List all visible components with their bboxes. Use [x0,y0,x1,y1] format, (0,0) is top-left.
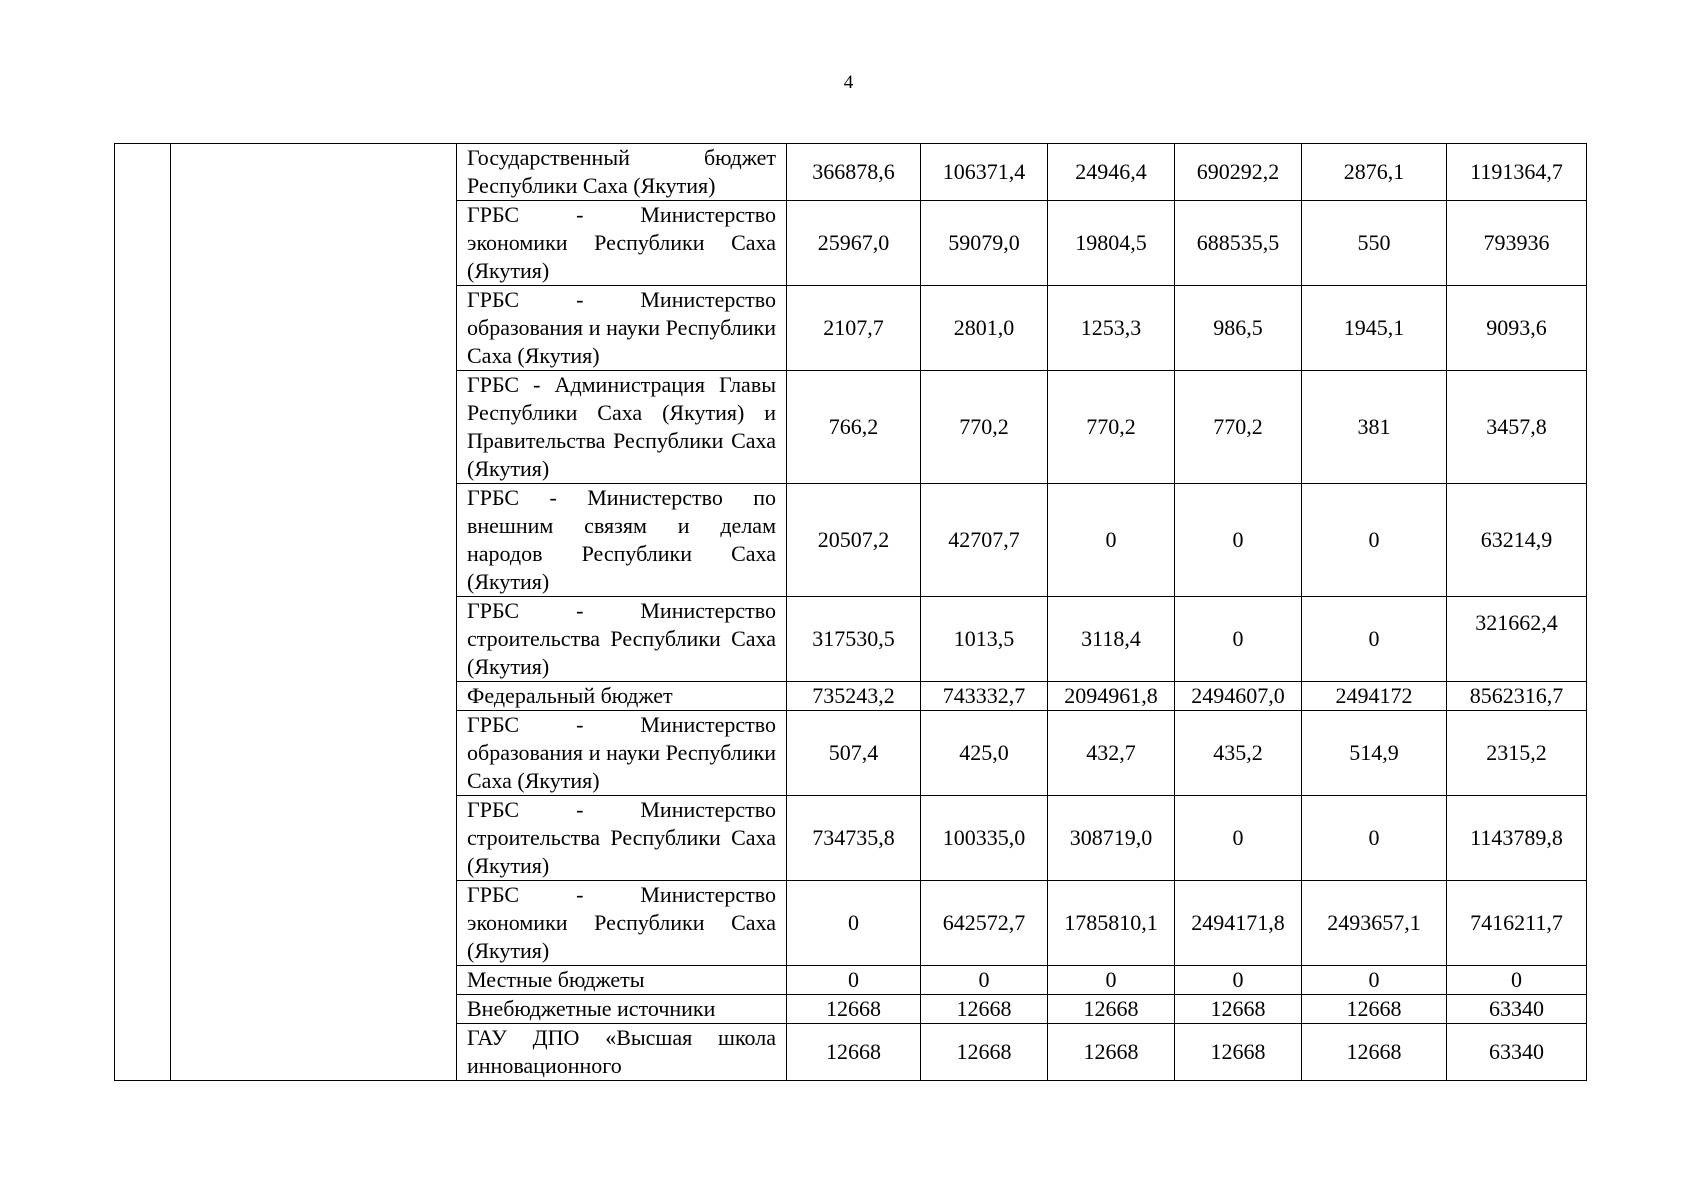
value-cell: 12668 [1302,995,1447,1024]
value-cell: 0 [1175,966,1302,995]
value-cell: 0 [787,881,921,966]
funding-source-cell: Местные бюджеты [457,966,787,995]
funding-source-cell: ГРБС - Администрация Главы Республики Саха (Якутия) и Правительства Республики Саха (Якутия) [457,371,787,484]
funding-source-cell: ГРБС - Министерство образования и науки Республики Саха (Якутия) [457,286,787,371]
value-cell: 106371,4 [921,144,1048,201]
value-cell: 2801,0 [921,286,1048,371]
value-cell: 12668 [921,995,1048,1024]
total-cell: 1191364,7 [1447,144,1587,201]
funding-source-cell: ГАУ ДПО «Высшая школа инновационного [457,1024,787,1081]
funding-source-cell: Федеральный бюджет [457,682,787,711]
budget-table [114,143,1587,1081]
value-cell: 317530,5 [787,597,921,682]
table-body [115,144,1587,1081]
total-cell: 1143789,8 [1447,796,1587,881]
value-cell: 507,4 [787,711,921,796]
value-cell: 3118,4 [1048,597,1175,682]
funding-source-cell: ГРБС - Министерство строительства Республики Саха (Якутия) [457,597,787,682]
funding-source-cell: ГРБС - Министерство строительства Республики Саха (Якутия) [457,796,787,881]
value-cell: 42707,7 [921,484,1048,597]
value-cell: 770,2 [1175,371,1302,484]
value-cell: 308719,0 [1048,796,1175,881]
page-number: 4 [843,72,854,93]
value-cell: 12668 [787,995,921,1024]
total-cell: 793936 [1447,201,1587,286]
value-cell: 19804,5 [1048,201,1175,286]
value-cell: 435,2 [1175,711,1302,796]
value-cell: 688535,5 [1175,201,1302,286]
value-cell: 690292,2 [1175,144,1302,201]
value-cell: 12668 [1175,1024,1302,1081]
value-cell: 514,9 [1302,711,1447,796]
value-cell: 0 [1175,484,1302,597]
value-cell: 12668 [1175,995,1302,1024]
total-cell: 63340 [1447,995,1587,1024]
value-cell: 766,2 [787,371,921,484]
value-cell: 24946,4 [1048,144,1175,201]
value-cell: 735243,2 [787,682,921,711]
value-cell: 550 [1302,201,1447,286]
value-cell: 12668 [1302,1024,1447,1081]
index-cell [115,144,171,1081]
value-cell: 2494172 [1302,682,1447,711]
value-cell: 743332,7 [921,682,1048,711]
value-cell: 2493657,1 [1302,881,1447,966]
total-cell: 0 [1447,966,1587,995]
value-cell: 2494171,8 [1175,881,1302,966]
value-cell: 0 [921,966,1048,995]
value-cell: 642572,7 [921,881,1048,966]
total-cell: 9093,6 [1447,286,1587,371]
funding-source-cell: ГРБС - Министерство образования и науки Республики Саха (Якутия) [457,711,787,796]
value-cell: 425,0 [921,711,1048,796]
value-cell: 432,7 [1048,711,1175,796]
total-cell: 7416211,7 [1447,881,1587,966]
value-cell: 986,5 [1175,286,1302,371]
value-cell: 12668 [921,1024,1048,1081]
value-cell: 0 [1048,484,1175,597]
table-row [115,144,1587,201]
value-cell: 12668 [1048,1024,1175,1081]
value-cell: 1253,3 [1048,286,1175,371]
value-cell: 2876,1 [1302,144,1447,201]
value-cell: 1013,5 [921,597,1048,682]
value-cell: 0 [1302,966,1447,995]
funding-source-cell: ГРБС - Министерство по внешним связям и делам народов Республики Саха (Якутия) [457,484,787,597]
value-cell: 59079,0 [921,201,1048,286]
total-cell: 63340 [1447,1024,1587,1081]
value-cell: 12668 [1048,995,1175,1024]
value-cell: 2094961,8 [1048,682,1175,711]
value-cell: 0 [1302,597,1447,682]
value-cell: 0 [787,966,921,995]
total-cell: 8562316,7 [1447,682,1587,711]
measure-cell [171,144,457,1081]
total-cell: 3457,8 [1447,371,1587,484]
value-cell: 381 [1302,371,1447,484]
value-cell: 734735,8 [787,796,921,881]
value-cell: 366878,6 [787,144,921,201]
funding-source-cell: ГРБС - Министерство экономики Республики Саха (Якутия) [457,201,787,286]
value-cell: 0 [1175,796,1302,881]
value-cell: 1785810,1 [1048,881,1175,966]
value-cell: 0 [1302,796,1447,881]
value-cell: 0 [1175,597,1302,682]
value-cell: 770,2 [921,371,1048,484]
value-cell: 2107,7 [787,286,921,371]
value-cell: 1945,1 [1302,286,1447,371]
value-cell: 770,2 [1048,371,1175,484]
value-cell: 0 [1302,484,1447,597]
funding-source-cell: Внебюджетные источники [457,995,787,1024]
value-cell: 25967,0 [787,201,921,286]
value-cell: 100335,0 [921,796,1048,881]
total-cell: 63214,9 [1447,484,1587,597]
total-cell: 321662,4 [1447,597,1587,682]
funding-source-cell: Государственный бюджет Республики Саха (Якутия) [457,144,787,201]
funding-source-cell: ГРБС - Министерство экономики Республики Саха (Якутия) [457,881,787,966]
value-cell: 0 [1048,966,1175,995]
value-cell: 20507,2 [787,484,921,597]
value-cell: 12668 [787,1024,921,1081]
total-cell: 2315,2 [1447,711,1587,796]
value-cell: 2494607,0 [1175,682,1302,711]
